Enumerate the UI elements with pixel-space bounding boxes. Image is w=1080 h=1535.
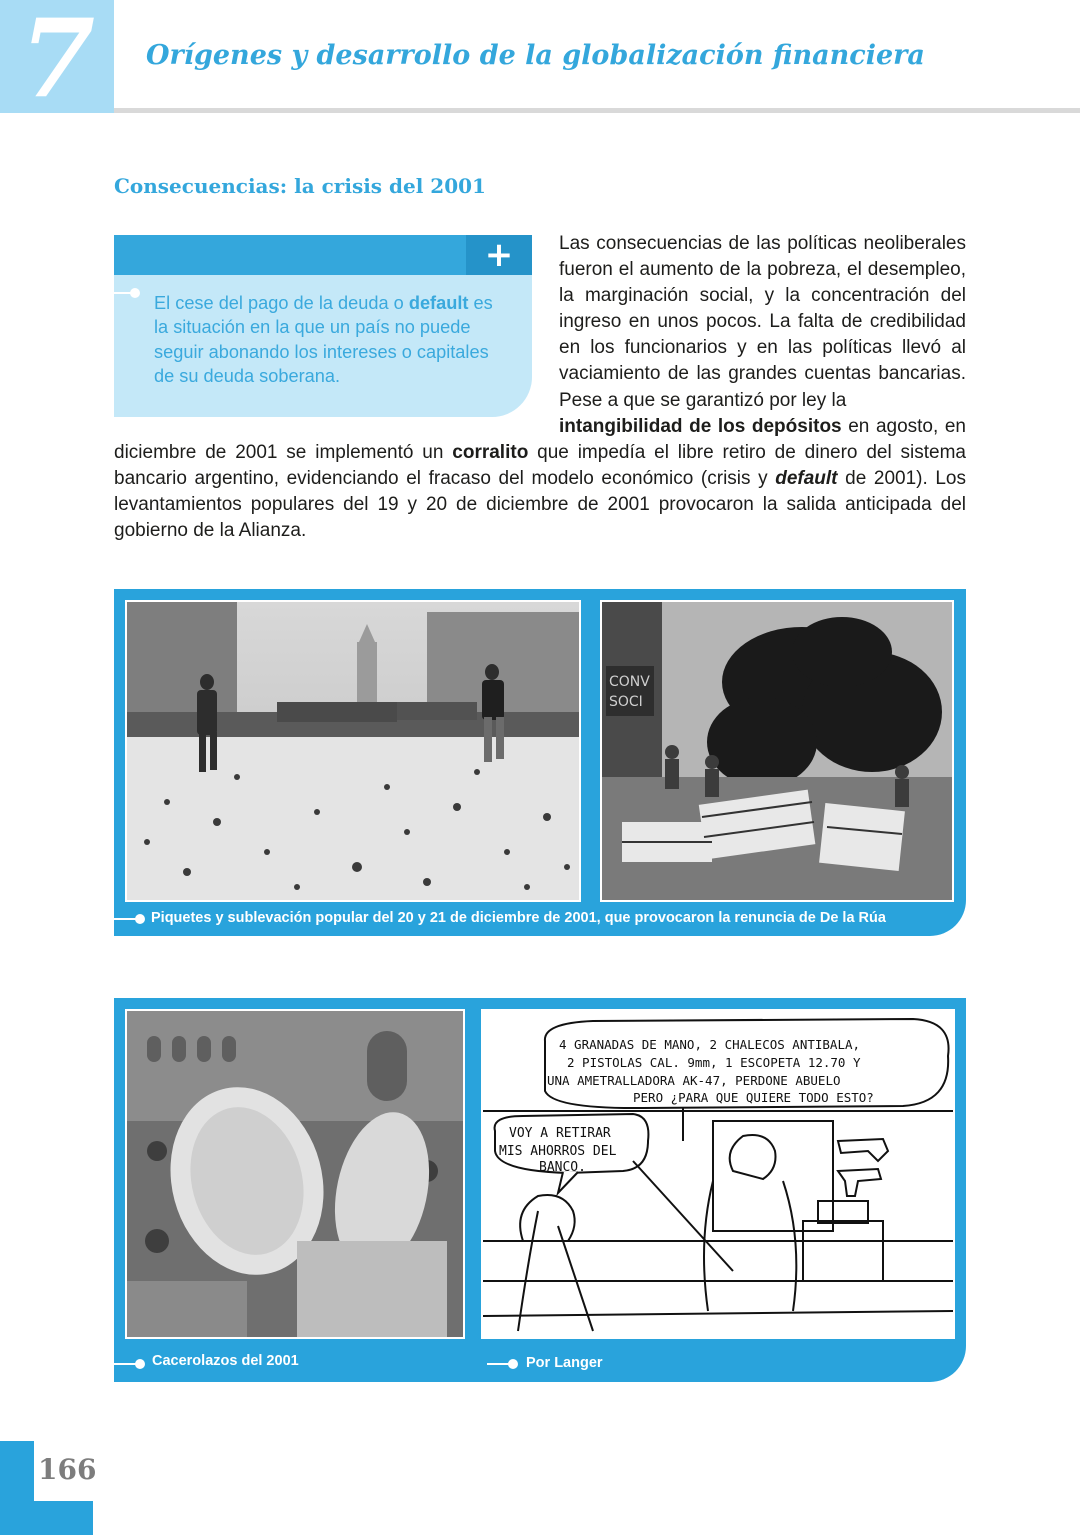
definition-term: default (408, 293, 469, 313)
figure-panel-cacerolazos (114, 998, 966, 1382)
photo-burning-barricade (600, 600, 954, 902)
bubble-shop-line4: PERO ¿PARA QUE QUIERE TODO ESTO? (633, 1090, 874, 1105)
body-text-1: Las consecuencias de las políticas neoliberales fueron el aumento de la pobreza, el desempleo, la marginación social, y la concentración del ingreso en unos pocos. La falta de credibilidad en los funcionarios y en las políticas llevó al vaciamiento de las grandes cuentas bancarias. Pese a que se garantizó por ley la (559, 233, 966, 411)
bubble-shop-line2: 2 PISTOLAS CAL. 9mm, 1 ESCOPETA 12.70 Y (567, 1055, 861, 1070)
body-paragraph-full (114, 440, 966, 544)
bubble-old-line2: MIS AHORROS DEL (499, 1144, 617, 1159)
photo-street-riot (125, 600, 581, 902)
cartoon-langer (481, 1009, 955, 1339)
body-last-line (559, 414, 966, 440)
chapter-number-box (0, 0, 114, 113)
body-text-2: en agosto, en (841, 415, 966, 437)
bubble-shop-line1: 4 GRANADAS DE MANO, 2 CHALECOS ANTIBALA, (559, 1037, 861, 1052)
figure1-caption: Piquetes y sublevación popular del 20 y 21 de diciembre de 2001, que provocaron la renuncia de De la Rúa (151, 910, 886, 926)
photo-cacerolazo (125, 1009, 465, 1339)
body-text-3: diciembre de 2001 se implementó un (114, 442, 453, 463)
chapter-number: 7 (20, 0, 96, 113)
page-title: Orígenes y desarrollo de la globalización financiera (146, 40, 925, 71)
banner-text-line1: CONV (609, 674, 650, 690)
bubble-old-line3: BANCO. (539, 1160, 586, 1175)
figure2-caption-right: Por Langer (526, 1355, 603, 1371)
definition-text-after: es la situación en la que un país no puede seguir abonando los intereses o capitales de su deuda soberana. (154, 293, 493, 386)
figure2-caption-left: Cacerolazos del 2001 (152, 1353, 299, 1369)
bubble-old-line1: VOY A RETIRAR (509, 1126, 611, 1141)
body-bold-intangibilidad: intangibilidad de los depósitos (559, 415, 842, 437)
figure-panel-protests (114, 589, 966, 936)
caption-bullet-icon (487, 1363, 513, 1365)
definition-text (154, 291, 510, 388)
bullet-marker-icon (114, 292, 136, 294)
body-paragraph-right (559, 231, 966, 440)
section-title: Consecuencias: la crisis del 2001 (114, 174, 486, 198)
body-bold-italic-default: default (775, 468, 838, 490)
body-bold-corralito: corralito (452, 442, 529, 463)
caption-bullet-icon (114, 918, 140, 920)
plus-icon: + (466, 235, 532, 275)
banner-text-line2: SOCI (609, 694, 643, 710)
body-text-4: que impedía el libre retiro de dinero del sistema bancario argentino, evidenciando el fracaso del modelo económico (crisis y (114, 442, 966, 490)
definition-text-before: El cese del pago de la deuda o (154, 293, 409, 313)
definition-box (114, 235, 532, 417)
caption-bullet-icon (114, 1363, 140, 1365)
page-number: 166 (38, 1453, 97, 1486)
body-text-5: de 2001). Los levantamientos populares del 19 y 20 de diciembre de 2001 provocaron la salida anticipada del gobierno de la Alianza. (114, 468, 966, 542)
bubble-shop-line3: UNA AMETRALLADORA AK-47, PERDONE ABUELO (547, 1073, 841, 1088)
header-divider (114, 108, 1080, 113)
